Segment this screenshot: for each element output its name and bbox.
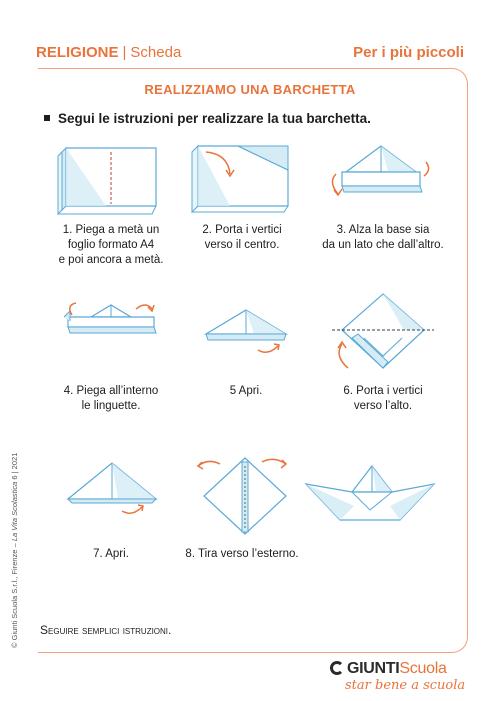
footer-note: Seguire semplici istruzioni. (40, 623, 172, 637)
header-subject (36, 44, 181, 61)
step-4-illustration (56, 295, 166, 345)
step-3-caption: 3. Alza la base sia da un lato che dall’altro. (322, 224, 444, 251)
step-6-caption: 6. Porta i vertici verso l’alto. (343, 385, 423, 412)
step-1-caption: 1. Piega a metà un foglio formato A4 e poi ancora a metà. (58, 224, 164, 266)
step-3-illustration (326, 140, 436, 210)
copyright-text: © Giunti Scuola S.r.l., Firenze – La Vita Scolastica 6 | 2021 (10, 452, 19, 648)
step-8-caption: 8. Tira verso l’esterno. (185, 548, 299, 560)
step-2-caption: 2. Porta i vertici verso il centro. (202, 224, 282, 251)
subject-label: RELIGIONE (36, 44, 119, 61)
audience-label: Per i più piccoli (353, 44, 464, 61)
bullet-icon (44, 115, 50, 121)
step-4-caption: 4. Piega all’interno le linguette. (63, 385, 159, 412)
page-title: REALIZZIAMO UNA BARCHETTA (144, 82, 356, 97)
step-8-illustration (190, 452, 300, 538)
brand-tagline: star bene a scuola (345, 678, 466, 693)
instruction (44, 111, 371, 126)
kind-label: Scheda (130, 44, 182, 61)
brand-logo: GIUNTIScuola (330, 660, 447, 678)
step-2-illustration (188, 140, 298, 220)
step-1-illustration (56, 140, 166, 220)
step-7-caption: 7. Apri. (93, 548, 129, 560)
step-7-illustration (62, 455, 162, 525)
header-separator: | (122, 44, 127, 61)
final-boat-illustration (300, 462, 440, 532)
giunti-logo-icon (330, 661, 344, 675)
instruction-text: Segui le istruzioni per realizzare la tua barchetta. (58, 111, 371, 126)
step-5-caption: 5 Apri. (229, 385, 263, 397)
step-6-illustration (328, 290, 438, 380)
step-5-illustration (196, 300, 296, 360)
